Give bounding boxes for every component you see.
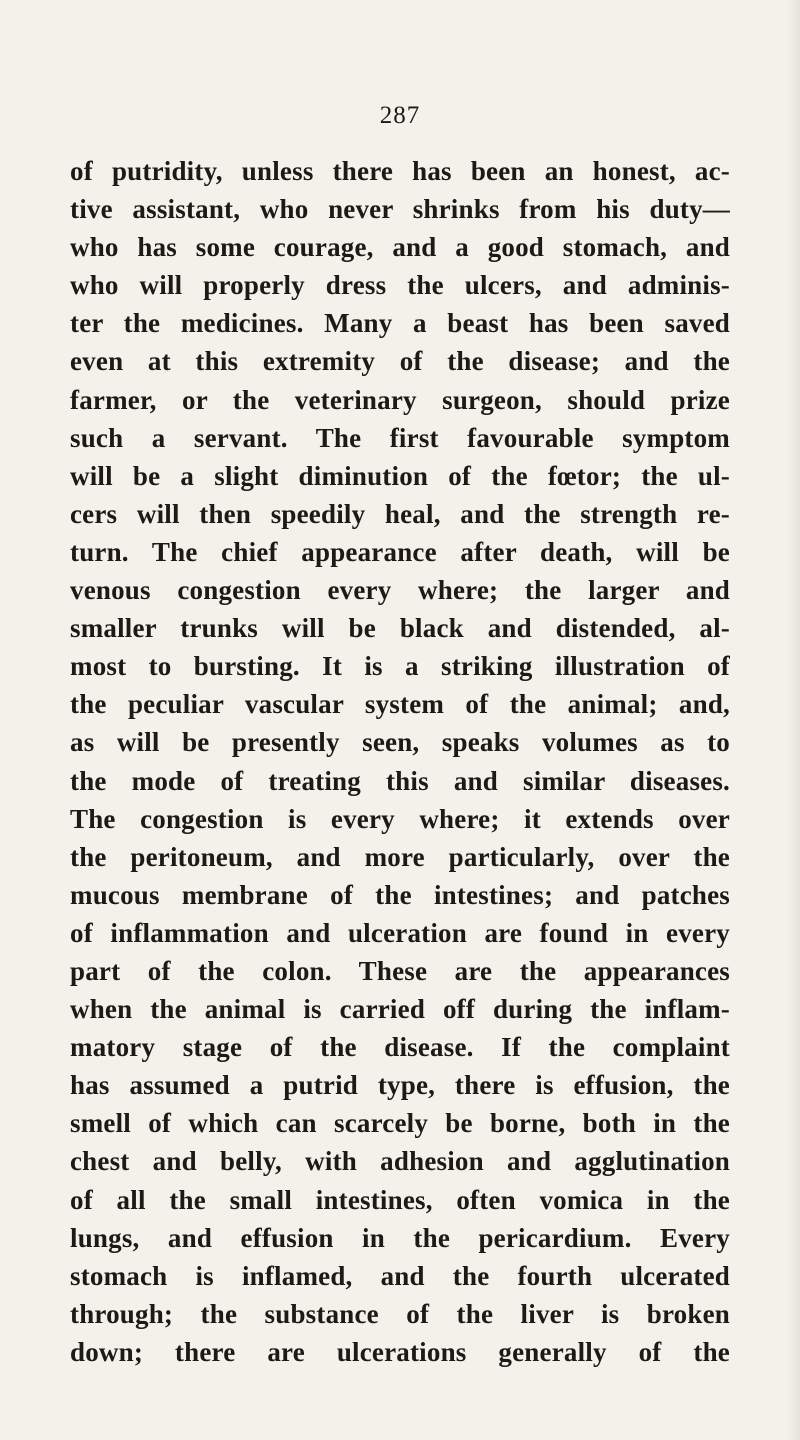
text-line: mucous membrane of the intestines; and patches xyxy=(70,879,730,910)
text-line: down; there are ulcerations generally of the xyxy=(70,1336,730,1367)
text-line: even at this extremity of the disease; and the xyxy=(70,346,730,377)
text-line: lungs, and effusion in the pericardium. Every xyxy=(70,1222,730,1253)
text-line: smaller trunks will be black and distended, al- xyxy=(70,613,730,644)
text-line: turn. The chief appearance after death, will be xyxy=(70,536,730,567)
body-text xyxy=(70,152,730,1371)
page-edge-shadow xyxy=(786,0,800,1440)
text-line: matory stage of the disease. If the complaint xyxy=(70,1032,730,1063)
text-line: through; the substance of the liver is broken xyxy=(70,1298,730,1329)
text-line: will be a slight diminution of the fœtor; the ul- xyxy=(70,460,730,491)
text-line: chest and belly, with adhesion and agglutination xyxy=(70,1146,730,1177)
text-line: the peculiar vascular system of the animal; and, xyxy=(70,689,730,720)
text-line: who has some courage, and a good stomach, and xyxy=(70,232,730,263)
text-line: tive assistant, who never shrinks from his duty— xyxy=(70,194,730,225)
text-line: the mode of treating this and similar diseases. xyxy=(70,765,730,796)
text-line: most to bursting. It is a striking illustration of xyxy=(70,651,730,682)
text-line: farmer, or the veterinary surgeon, should prize xyxy=(70,384,730,415)
text-line: the peritoneum, and more particularly, over the xyxy=(70,841,730,872)
text-line: The congestion is every where; it extends over xyxy=(70,803,730,834)
text-line: venous congestion every where; the larger and xyxy=(70,575,730,606)
text-line: of putridity, unless there has been an honest, ac- xyxy=(70,156,730,186)
text-line: who will properly dress the ulcers, and adminis- xyxy=(70,270,730,301)
text-line: such a servant. The first favourable symptom xyxy=(70,422,730,453)
page-number: 287 xyxy=(379,102,421,129)
text-line: part of the colon. These are the appearances xyxy=(70,955,730,986)
text-line: as will be presently seen, speaks volumes as to xyxy=(70,727,730,758)
text-line: of inflammation and ulceration are found in every xyxy=(70,917,730,948)
text-line: smell of which can scarcely be borne, both in the xyxy=(70,1108,730,1139)
text-line: cers will then speedily heal, and the strength re- xyxy=(70,498,730,529)
text-line: ter the medicines. Many a beast has been saved xyxy=(70,308,730,339)
text-line: stomach is inflamed, and the fourth ulcerated xyxy=(70,1260,730,1291)
text-line: when the animal is carried off during the inflam- xyxy=(70,994,730,1025)
text-line: of all the small intestines, often vomica in the xyxy=(70,1184,730,1215)
text-line: has assumed a putrid type, there is effusion, the xyxy=(70,1070,730,1101)
